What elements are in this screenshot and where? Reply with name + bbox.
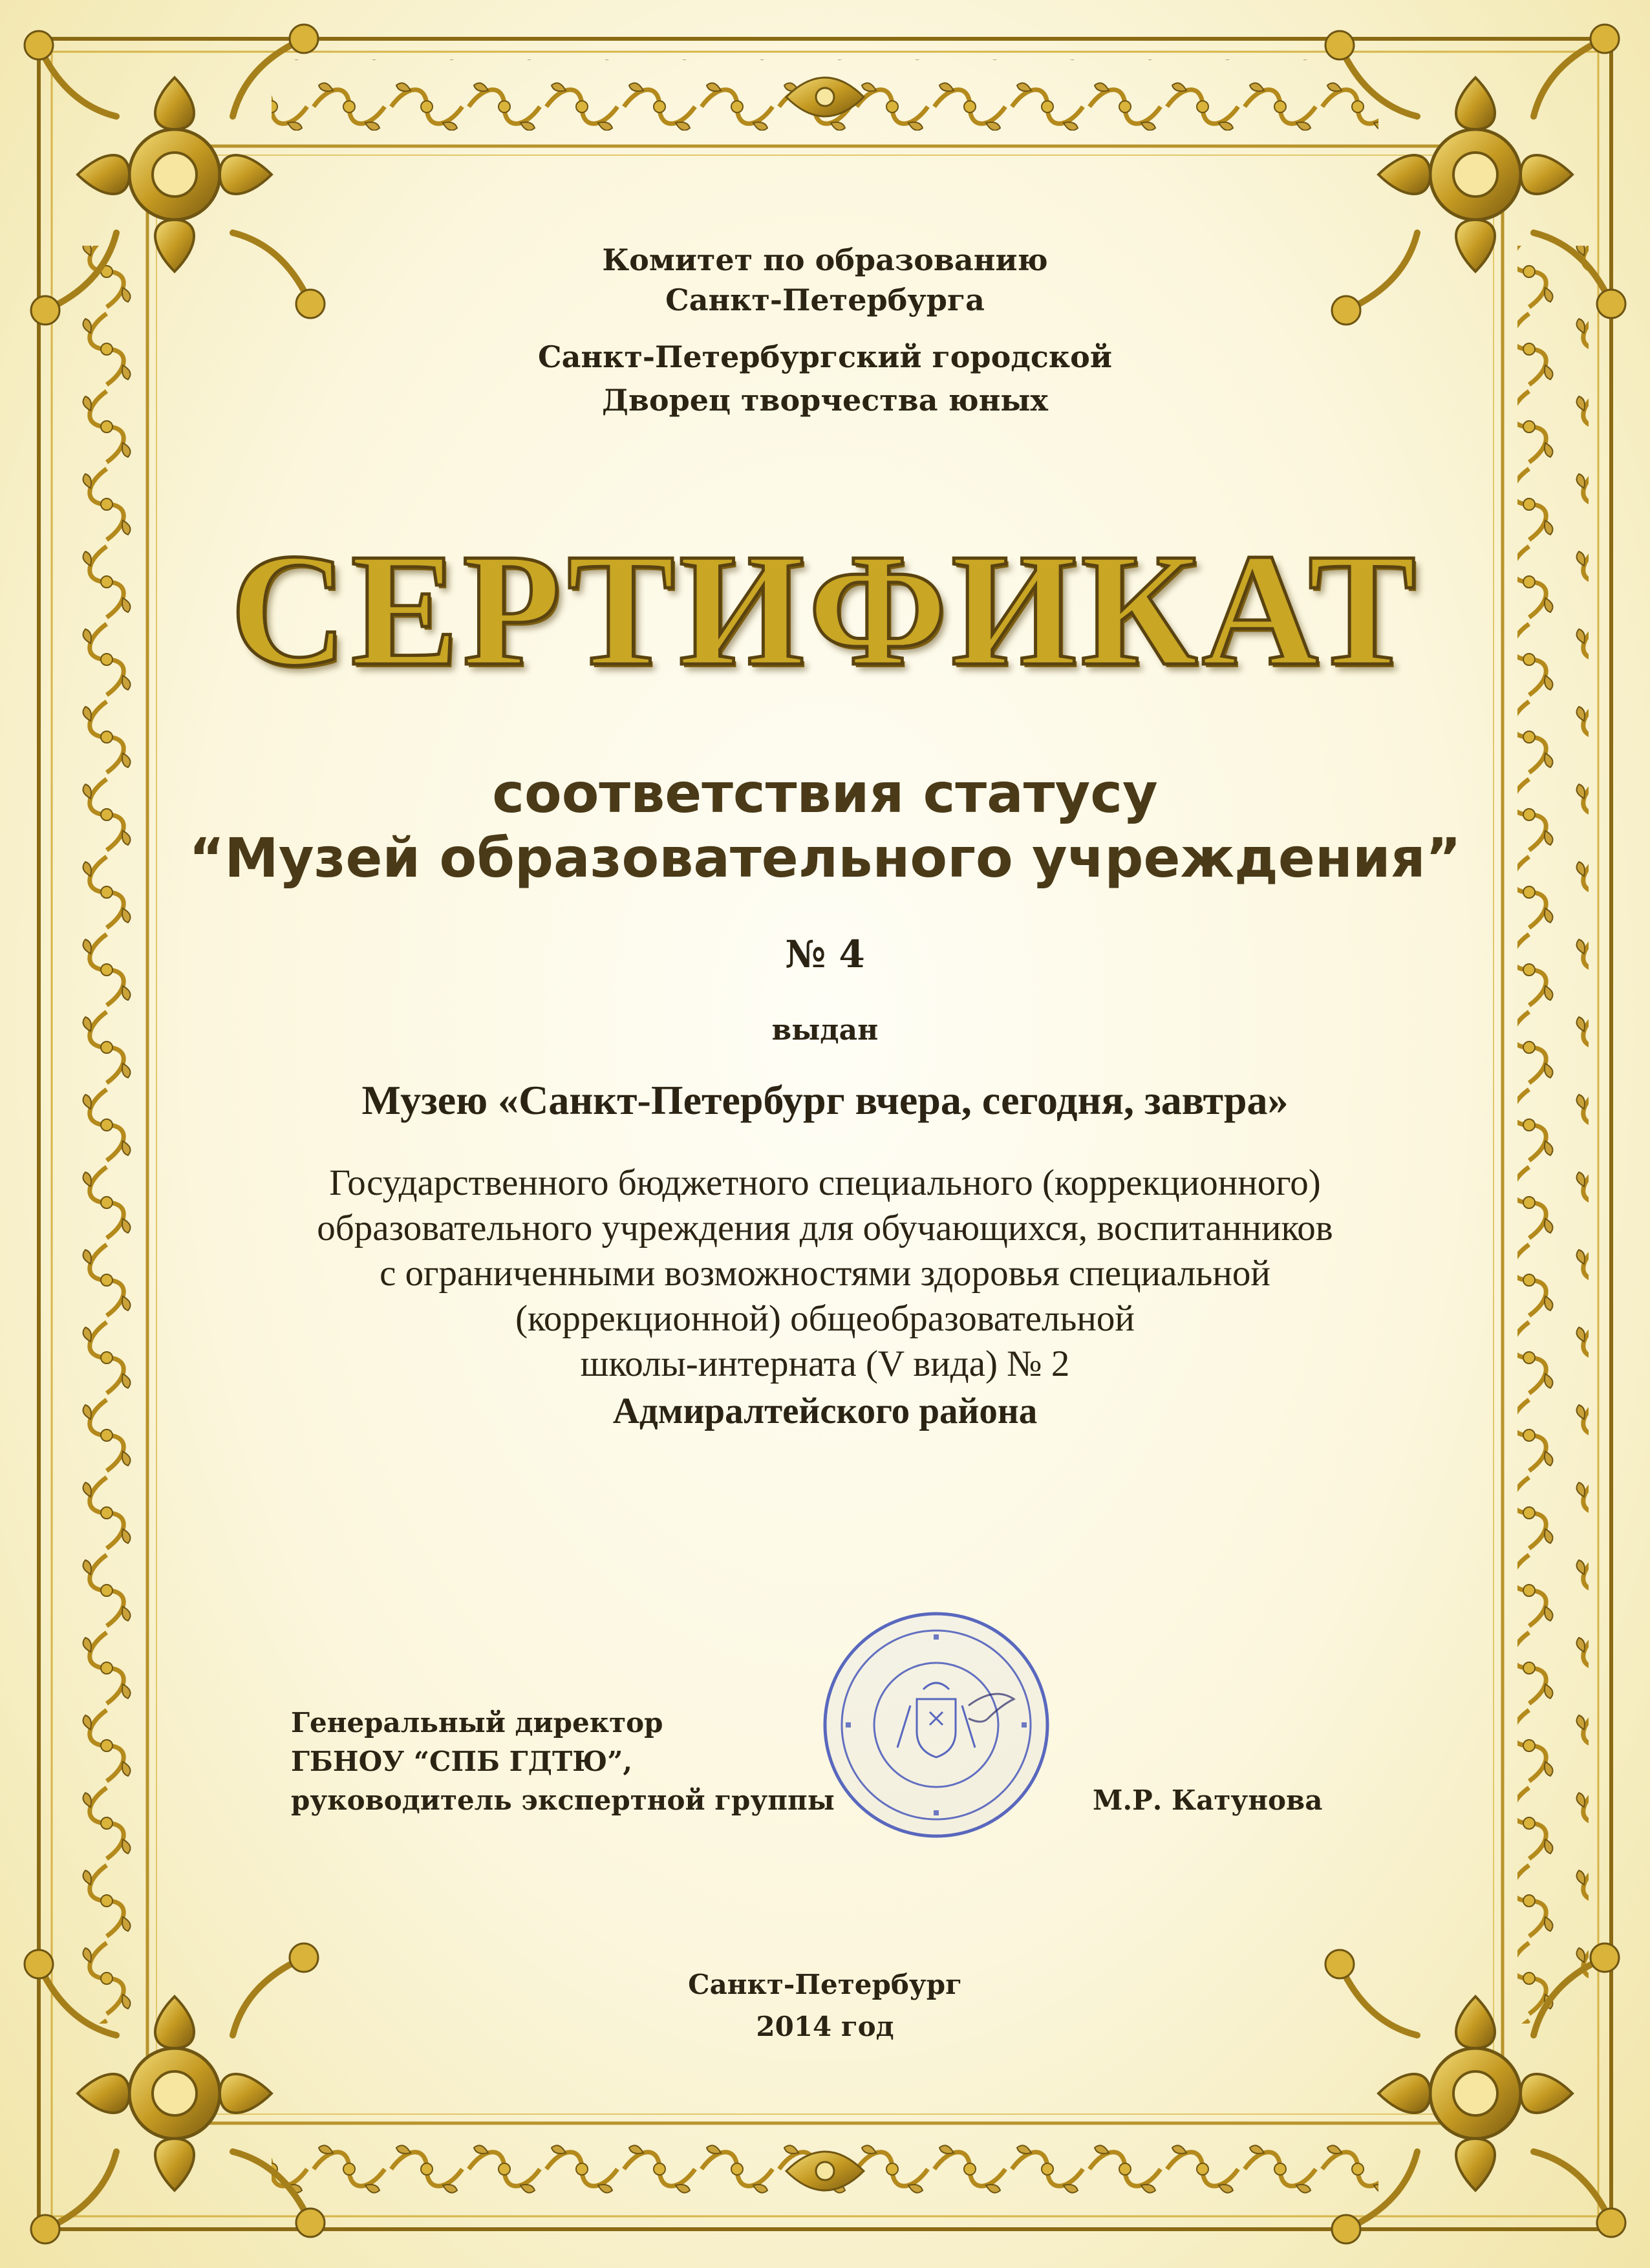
footer-city: Санкт-Петербург bbox=[688, 1969, 962, 2000]
issued-label: выдан bbox=[771, 1014, 879, 1047]
certificate-title: СЕРТИФИКАТ bbox=[230, 520, 1420, 700]
institution-district: Адмиралтейского района bbox=[612, 1391, 1038, 1431]
institution-line4: (коррекционной) общеобразовательной bbox=[515, 1298, 1135, 1339]
signer-role-line1: Генеральный директор bbox=[291, 1707, 663, 1738]
museum-name: Музею «Санкт-Петербург вчера, сегодня, завтра» bbox=[361, 1077, 1289, 1123]
signer-name: М.Р. Катунова bbox=[1093, 1784, 1323, 1816]
institution-line5: школы-интерната (V вида) № 2 bbox=[580, 1343, 1070, 1384]
signer-role-line3: руководитель экспертной группы bbox=[291, 1784, 835, 1816]
issuer-committee: Комитет по образованию bbox=[602, 242, 1048, 277]
signer-role-line2: ГБНОУ “СПБ ГДТЮ”, bbox=[291, 1746, 633, 1777]
subtitle-line1: соответствия статусу bbox=[492, 762, 1158, 825]
institution-line2: образовательного учреждения для обучающихся, воспитанников bbox=[317, 1208, 1333, 1248]
footer-year: 2014 год bbox=[756, 2011, 894, 2042]
institution-line1: Государственного бюджетного специального (коррекционного) bbox=[329, 1162, 1321, 1203]
official-stamp bbox=[820, 1609, 1053, 1841]
subtitle-line2: “Музей образовательного учреждения” bbox=[189, 826, 1461, 890]
issuer-palace-line2: Дворец творчества юных bbox=[602, 383, 1048, 418]
certificate-number: № 4 bbox=[785, 932, 865, 976]
institution-line3: с ограниченными возможностями здоровья специальной bbox=[380, 1253, 1270, 1294]
issuer-palace-line1: Санкт-Петербургский городской bbox=[538, 339, 1112, 374]
issuer-city: Санкт-Петербурга bbox=[665, 283, 985, 317]
